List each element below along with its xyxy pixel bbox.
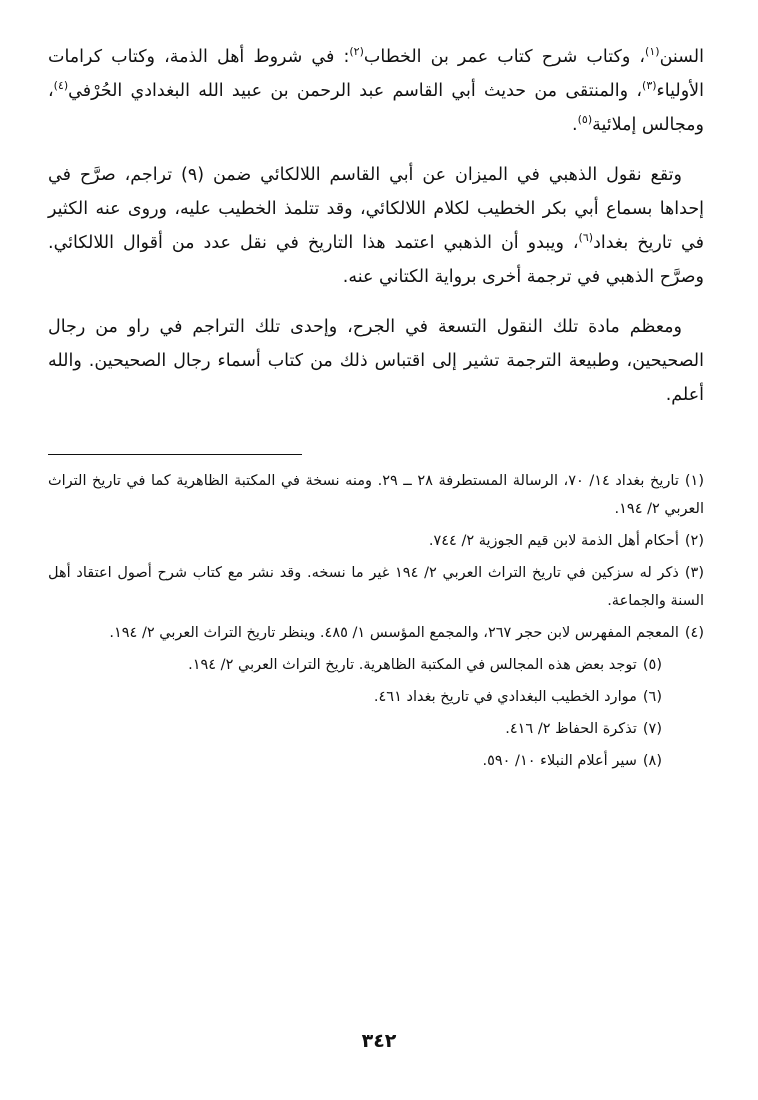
footnote-number: (٤) — [684, 625, 704, 641]
footnote-number: (١) — [684, 473, 705, 489]
footnote-ref[interactable]: (٢) — [349, 45, 364, 59]
footnote-3 — [48, 559, 704, 615]
footnote-separator — [48, 454, 302, 455]
footnote-number: (٦) — [642, 689, 662, 705]
footnote-text: تذكرة الحفاظ ٢/ ٤١٦. — [505, 721, 637, 737]
page-number: ٣٤٢ — [361, 1030, 397, 1052]
text: . — [572, 115, 578, 135]
text: : في شروط أهل الذمة، وكتاب كرامات الأولياء — [48, 47, 704, 101]
footnote-text: ذكر له سزكين في تاريخ التراث العربي ٢/ ١٩٤ غير ما نسخه. وقد نشر مع كتاب شرح أصول اعتقاد أهل السنة والجماعة. — [48, 565, 704, 609]
footnote-1 — [48, 467, 704, 523]
footnote-ref[interactable]: (٥) — [577, 113, 593, 127]
footnote-number: (٧) — [642, 721, 662, 737]
footnote-ref[interactable]: (٤) — [53, 79, 69, 93]
footnote-text: المعجم المفهرس لابن حجر ٢٦٧، والمجمع المؤسس ١/ ٤٨٥. وينظر تاريخ التراث العربي ٢/ ١٩٤. — [109, 625, 679, 641]
footnote-5 — [48, 651, 662, 679]
footnote-number: (٣) — [684, 565, 704, 581]
paragraph-material: ومعظم مادة تلك النقول التسعة في الجرح، وإحدى تلك التراجم في راو من رجال الصحيحين، وطبيعة الترجمة تشير إلى اقتباس ذلك من كتاب أسماء رجال الصحيحين. والله أعلم. — [48, 317, 704, 405]
footnote-8 — [48, 747, 662, 775]
text: ، وكتاب شرح كتاب عمر بن الخطاب — [363, 47, 646, 67]
footnote-ref[interactable]: (١) — [645, 45, 660, 59]
footnote-text: توجد بعض هذه المجالس في المكتبة الظاهرية. تاريخ التراث العربي ٢/ ١٩٤. — [188, 657, 637, 673]
footnote-separator-wrap — [48, 428, 704, 467]
footnote-text: أحكام أهل الذمة لابن قيم الجوزية ٢/ ٧٤٤. — [428, 533, 679, 549]
footnote-ref[interactable]: (٦) — [578, 231, 594, 245]
footnote-2 — [48, 527, 704, 555]
page-content — [48, 40, 704, 779]
footnotes — [48, 467, 704, 775]
footnote-text: تاريخ بغداد ١٤/ ٧٠، الرسالة المستطرفة ٢٨ ــ ٢٩. ومنه نسخة في المكتبة الظاهرية كما في تاريخ التراث العربي ٢/ ١٩٤. — [48, 473, 704, 517]
text: ، ويبدو أن الذهبي اعتمد هذا التاريخ في نقل عدد من أقوال اللالكائي. وصرَّح الذهبي في ترجمة أخرى برواية الكتاني عنه. — [48, 233, 704, 287]
text: ، ومجالس إملائية — [48, 81, 704, 135]
text: السنن — [659, 47, 704, 67]
footnote-number: (٨) — [642, 753, 662, 769]
footnote-6 — [48, 683, 662, 711]
footnote-text: موارد الخطيب البغدادي في تاريخ بغداد ٤٦١. — [373, 689, 637, 705]
footnote-ref[interactable]: (٣) — [642, 79, 657, 93]
footnote-number: (٥) — [642, 657, 662, 673]
text: وتقع نقول الذهبي في الميزان عن أبي القاسم اللالكائي ضمن (٩) تراجم، صرَّح في إحداها بسماع أبي بكر الخطيب لكلام اللالكائي، وقد تتلمذ الخطيب عليه، وروى عنه الكثير في تاريخ بغداد — [48, 165, 704, 253]
footnote-text: سير أعلام النبلاء ١٠/ ٥٩٠. — [482, 753, 637, 769]
footnote-7 — [48, 715, 662, 743]
footnote-4 — [48, 619, 704, 647]
paragraph-books-list — [48, 40, 704, 142]
text: ، والمنتقى من حديث أبي القاسم عبد الرحمن بن عبيد الله البغدادي الحُرْفي — [68, 81, 643, 101]
footnote-number: (٢) — [684, 533, 704, 549]
paragraph-dhahabi-quotes — [48, 158, 704, 294]
